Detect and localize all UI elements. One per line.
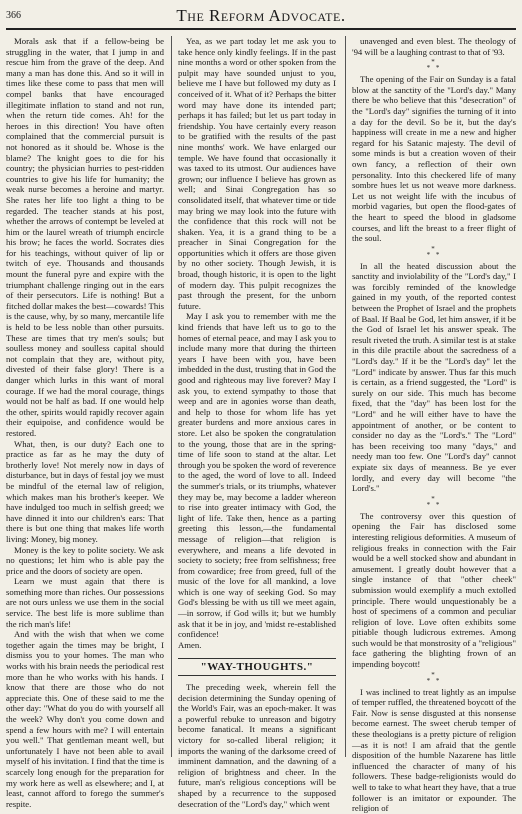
paragraph: What, then, is our duty? Each one to practice as far as he may the duty of brotherly love! Not merely now in days of disturbance, but in days of festal joy we must be mindful of the eternal law of religion, which makes man his brother's keeper. We have indulged too much in selfish greed; we have dinned it into our children's ears: That there is but one thing that makes life worth living: Money, big money. bbox=[6, 438, 164, 544]
asterism-separator: * * * bbox=[426, 670, 442, 685]
paragraph: In all the heated discussion about the sanctity and inviolability of the "Lord's day," I was forcibly reminded of the knowledge gained in my youth, of the reported contest between the Prophet of Israel and the prophets of Baal. If Baal be God, let him answer, if it be the God of Israel let his answer speak. The result riveted the truth. A similar test is at stake in this dile practile about the sacredness of a "Lord's day." If it be the "Lord's day" let the "Lord" indicate by answer. Thus far this much is certain, as a friend suggested, the "Lord" is surely on our side. This much has become fixed, that the "day" has been lost for the "Lord" and he will either have to have the appointment of another, or be content to consider no day as the "Lord's." The "Lord" has been receiving too many "days," and needy man too few. One "Lord's day" cannot expiate six days of meanness. Be ye ever lordly, and every day will become "the Lord's." bbox=[352, 260, 516, 494]
page-number: 366 bbox=[6, 10, 21, 21]
masthead-title: The Reform Advocate. bbox=[176, 6, 346, 25]
paragraph: Yea, as we part today let me ask you to take hence only kindly feelings. If in the past nine months a word or other spoken from the pulpit may have sounded unjust to you, believe me I have but followed my duty as I conceived of it. What of it? Perhaps the bitter word may have done its intended part; perhaps it has failed; but let us part today in friendship. You have certainly every reason to be gratified with the results of the past nine months' work. We have enlarged our temple. We have found that occasionally it was taxed to its utmost. Our audiences have grown; our influence I believe has grown as well; and Sinai Congregation has so consolidated itself, that whatever time or tide may bring we may look into the future with the confidence that this rock will not be shaken. Yea, it is a grand thing to be a preacher in Sinai Congregation for the opportunities which it offers are those given by no other society. Though Jewish, it is broad, though historic, it is open to the light of modern day. This pulpit recognizes the past through the present, for the unborn future. bbox=[178, 36, 336, 311]
column-divider bbox=[345, 36, 346, 757]
asterism-separator: * * * bbox=[426, 244, 442, 259]
paragraph: unavenged and even blest. The theology of '94 will be a laughing contrast to that of '93. bbox=[352, 36, 516, 57]
paragraph: The opening of the Fair on Sunday is a fatal blow at the sanctity of the "Lord's day." Many there be who believe that this "desecration" of the "Lord's day" signifies the turning of it into a day for the devil. So be it, but the day's happiness will create in me a new and higher regard for his Satanic majesty. The devil of some minds is but a creation woven of their own fancy, a reflection of their own personality. Into this checkered life of many sombre hues let us not weave more darkness. Let us not weight life with the incubus of morbid vagaries, but open the flood-gates of the heart to speed the blood in gladsome courses, and lift the breast to a freer flight of the soul. bbox=[352, 74, 516, 244]
paragraph: Learn we must again that there is something more than riches. Our possessions are not ours unless we use them in the social service. The best life is more sublime than the rich man's life! bbox=[6, 576, 164, 629]
paragraph: And with the wish that when we come together again the times may be bright, I dismiss you to your homes. The man who works with his brain needs the periodical rest more than he who works with his hands. I know that there are those who do not appreciate this. One of these said to me the other day: "What do you do with yourself all the week? Why don't you come down and spend a few hours with me? I will entertain you well." That gentleman meant well, but unfortunately I have not been able to avail myself of his invitation. I find that the time is scarcely long enough for the preparation for my work here as well as elsewhere; and I, at least, cannot afford to forego the summer's respite. bbox=[6, 629, 164, 809]
closing-amen: Amen. bbox=[178, 639, 202, 650]
paragraph: Money is the key to polite society. We ask no questions; let him who is able pay the price and the doors of society are open. bbox=[6, 544, 164, 576]
column-1 bbox=[6, 36, 164, 809]
paragraph: May I ask you to remember with me the kind friends that have left us to go to the homes of eternal peace, and may I ask you to include many more that during the thirteen years I have been with you, have been imbedded in the dust, trusting that in God the good and righteous may live forever? May I ask you, to extend sympathy to those that weep and are in agonies worse than death, and help to those for whom life has yet greater burdens and more anxious cares in store. Let also be spoken the congratulation to the young, those that are in the spring-time of life soon to stand at the altar. Let through you be spoken the word of reverence to the aged, the word of love to all. Indeed the summer's trials, or its triumphs, whatever they may be, may become a ladder whereon to rise into greater intimacy with God, the light of life. Take then, hence as a parting greeting this lesson,—the fundamental message of religion—that religion is everywhere, and means a life devoted in society to society; free from selfishness; free from cowardice; free from greed, full of the music of the love for all mankind, a love which is one way of seeking God. So may God's blessing be with us till we meet again,—in sorrow, if God wills it; but we humbly ask that it be in joy, and 'midst re-established confidence! bbox=[178, 311, 336, 640]
paragraph: I was inclined to treat lightly as an impulse of temper ruffled, the threatened boycott of the Fair. Now is sense disgusted at this nonsense become earnest. The sweet cherub temper of these theologians is a pretty picture of religion—as it is not! I am afraid that the gentle disposition of the humble Nazarene has little influenced the character of many of his followers. These badge-religionists would do well to take to what heart they have, that a true follower is an imitator or expounder. The religion of bbox=[352, 686, 516, 814]
paragraph: The controversy over this question of opening the Fair has disclosed some interesting religious deformities. A museum of religious freaks in connection with the Fair would be a well stocked show and abundant in amusement. I greatly doubt however that a single instance of that "other cheek" submission would exemplify a much extolled principle. There would unquestionably be a host of specimens of a common and peculiar religion of love. Love often exhibits some pitiable though ludicrous extremes. Among such would be that monstrosity of a "religious" face gathering the blighting frown of an impending boycott! bbox=[352, 510, 516, 670]
column-3 bbox=[352, 36, 516, 814]
paragraph: The preceding week, wherein fell the decision determining the Sunday opening of the World's Fair, was an epoch-maker. It was a powerful rebuke to unreason and bigotry become fanatical. It means a significant victory for so-called liberal religion; it imports the waning of the darksome creed of imminent damnation, and the dawning of a religion of brightness and cheer. In the future, man's religious conceptions will be shaped by a recurrence to the supposed desecration of the "Lord's day," which went bbox=[178, 682, 336, 809]
section-heading: "WAY-THOUGHTS." bbox=[178, 658, 336, 676]
page-header bbox=[6, 6, 516, 30]
asterism-separator: * * * bbox=[426, 58, 442, 73]
paragraph: Morals ask that if a fellow-being be struggling in the water, that I jump in and rescue him from the grave of the deep. And many a man has done this. And so it will in times like these come to pass that men will compel banks that have encouraged illegitimate inflation to stand and not run, when the return tide comes. Ah! for the heroes in this direction! You have often complained that the commercial pursuit is not honored as it should be. Whose is the blame? The knight goes to die for his country; the physician hurries to pest-ridden countries to give his life for humanity; the weak nurse becomes a heroine and martyr. She rates her life too light a thing to be regarded. The teacher stands at his post, whether the arrows of contempt be leveled at him or the laurel wreath of triumph encircle his brow; he faces the world. Socrates dies for his teachings, without quiver of lip or twitch of eye. Thousands and thousands mount the funeral pyre and expire with the triumphant challenge ringing out in the ears of their persecutors. Life is nothing! But a fitched dollar makes the best—cowards! This is the cause, why, by so many, mercantile life is held to be less noble than other pursuits. These are times that try men's souls; but soulless money and soulless capital should not complain that they are, without pity, divested of their false glory! There is a danger which lurks in this want of moral courage. If we had the moral courage, things would not be half as bad. If one would help the other, spirits would rapidly recover again their equipoise, and confidence would be restored. bbox=[6, 36, 164, 438]
asterism-separator: * * * bbox=[426, 494, 442, 509]
column-2 bbox=[178, 36, 336, 809]
column-divider bbox=[171, 36, 172, 757]
